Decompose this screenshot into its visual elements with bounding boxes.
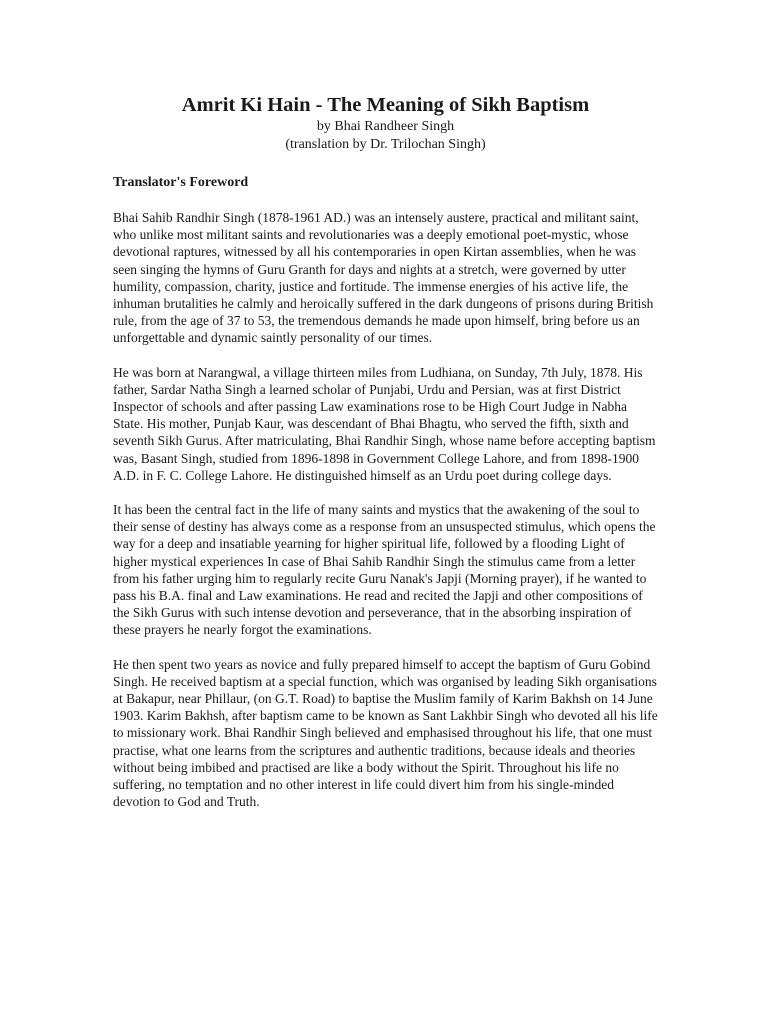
paragraph: Bhai Sahib Randhir Singh (1878-1961 AD.) was an intensely austere, practical and militant saint, who unlike most militant saints and revolutionaries was a deeply emotional poet-mystic, whose devotional raptures, witnessed by all his contemporaries in open Kirtan assemblies, when he was seen singing the hymns of Guru Granth for days and nights at a stretch, were governed by utter humility, compassion, charity, justice and fortitude. The immense energies of his active life, the inhuman brutalities he calmly and heroically suffered in the dark dungeons of prisons during British rule, from the age of 37 to 53, the tremendous demands he made upon himself, bring before us an unforgettable and dynamic saintly personality of our times. [113, 210, 654, 346]
paragraph: He then spent two years as novice and fully prepared himself to accept the baptism of Guru Gobind Singh. He received baptism at a special function, which was organised by leading Sikh organisations at Bakapur, near Phillaur, (on G.T. Road) to baptise the Muslim family of Karim Bakhsh on 14 June 1903. Karim Bakhsh, after baptism came to be known as Sant Lakhbir Singh who devoted all his life to missionary work. Bhai Randhir Singh believed and emphasised throughout his life, that one must practise, what one learns from the scriptures and authentic traditions, because ideals and theories without being imbibed and practised are like a body without the Spirit. Throughout his life no suffering, no temptation and no other interest in life could divert him from his single-minded devotion to God and Truth. [113, 656, 658, 810]
body-text [113, 209, 658, 811]
document-title: Amrit Ki Hain - The Meaning of Sikh Baptism [181, 94, 590, 116]
author-line: by Bhai Randheer Singh [316, 119, 455, 134]
paragraph: It has been the central fact in the life of many saints and mystics that the awakening of the soul to their sense of destiny has always come as a response from an unsuspected stimulus, which opens the way for a deep and insatiable yearning for higher spiritual life, followed by a flooding Light of higher mystical experiences In case of Bhai Sahib Randhir Singh the stimulus came from a letter from his father urging him to regularly recite Guru Nanak's Japji (Morning prayer), if he wanted to pass his B.A. final and Law examinations. He read and recited the Japji and other compositions of the Sikh Gurus with such intense devotion and perseverance, that in the absorbing inspiration of these prayers he nearly forgot the examinations. [113, 502, 656, 638]
translator-line: (translation by Dr. Trilochan Singh) [285, 137, 486, 152]
paragraph: He was born at Narangwal, a village thirteen miles from Ludhiana, on Sunday, 7th July, 1878. His father, Sardar Natha Singh a learned scholar of Punjabi, Urdu and Persian, was at first District Inspector of schools and after passing Law examinations rose to be High Court Judge in Nabha State. His mother, Punjab Kaur, was descendant of Bhai Bhagtu, who served the fifth, sixth and seventh Sikh Gurus. After matriculating, Bhai Randhir Singh, whose name before accepting baptism was, Basant Singh, studied from 1896-1898 in Government College Lahore, and from 1898-1900 A.D. in F. C. College Lahore. He distinguished himself as an Urdu poet during college days. [113, 364, 656, 483]
document-page [113, 92, 658, 828]
section-heading: Translator's Foreword [113, 175, 249, 190]
